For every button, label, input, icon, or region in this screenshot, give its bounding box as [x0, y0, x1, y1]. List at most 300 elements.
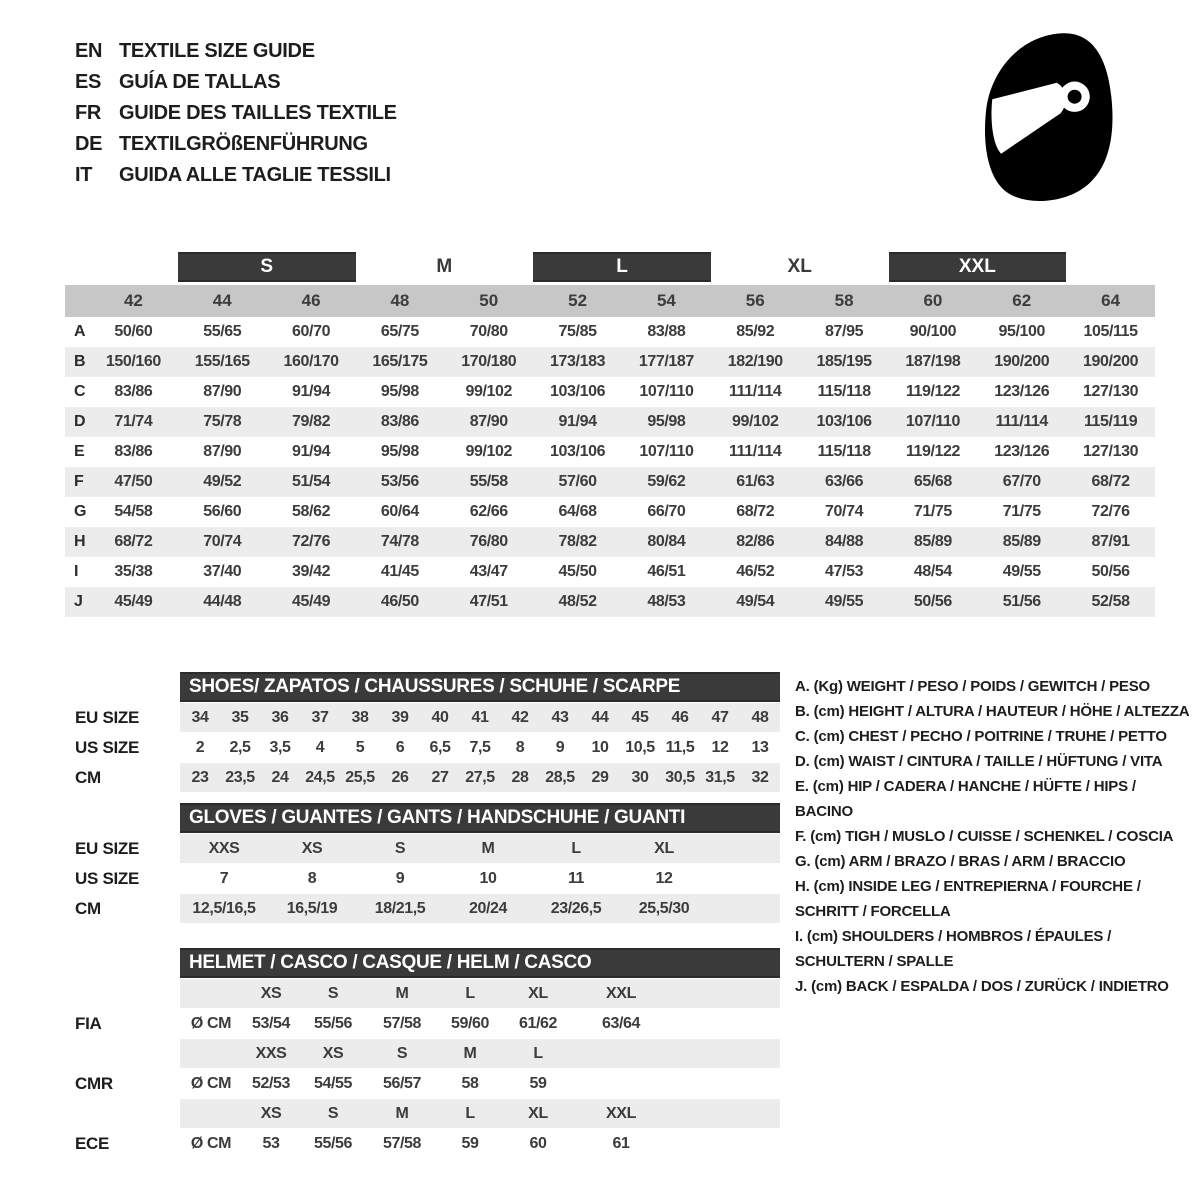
row-label-h: H	[74, 533, 86, 550]
measurement-value: 71/75	[913, 503, 952, 520]
measurement-value: 70/74	[203, 533, 242, 550]
measurement-value: 99/102	[465, 383, 513, 400]
language-row	[75, 36, 397, 67]
size-column-62: 62	[1012, 291, 1032, 310]
measurement-value: 61/63	[736, 473, 775, 490]
helmet-value: 53/54	[251, 1014, 291, 1032]
language-list	[75, 36, 397, 191]
legend-item-h: H. (cm) INSIDE LEG / ENTREPIERNA / FOURCHE / SCHRITT / FORCELLA	[795, 878, 1141, 920]
size-column-58: 58	[834, 291, 854, 310]
measurement-value: 68/72	[1091, 473, 1130, 490]
measurement-value: 173/183	[550, 353, 606, 370]
measurement-value: 95/98	[380, 443, 419, 460]
measurement-value: 91/94	[292, 443, 331, 460]
shoes-value: 41	[471, 708, 489, 726]
measurement-value: 111/114	[995, 413, 1048, 430]
size-group-l: L	[533, 252, 711, 282]
measurement-value: 119/122	[905, 383, 960, 400]
measurement-value: 123/126	[994, 383, 1050, 400]
measurement-value: 119/122	[905, 443, 960, 460]
measurement-value: 46/51	[647, 563, 686, 580]
measurement-value: 87/90	[203, 443, 242, 460]
measurement-value: 67/70	[1002, 473, 1041, 490]
measurement-value: 47/53	[825, 563, 864, 580]
helmet-size-label: M	[395, 984, 409, 1002]
gloves-value: 16,5/19	[286, 899, 338, 917]
measurement-value: 84/88	[825, 533, 864, 550]
measurement-value: 62/66	[469, 503, 508, 520]
measurement-value: 44/48	[203, 593, 242, 610]
helmet-standard-label: ECE	[75, 1133, 110, 1153]
helmet-size-label: XXL	[606, 984, 636, 1002]
size-column-54: 54	[656, 291, 676, 310]
helmet-standard-label: CMR	[75, 1073, 113, 1093]
measurement-value: 103/106	[816, 413, 872, 430]
size-column-50: 50	[479, 291, 499, 310]
language-code: EN	[75, 40, 103, 62]
helmet-value-row-cmr	[65, 1069, 780, 1098]
helmet-value: 53	[262, 1134, 280, 1152]
language-title: TEXTILGRÖßENFÜHRUNG	[119, 133, 368, 155]
shoes-value: 29	[591, 768, 609, 786]
gloves-rows	[65, 834, 780, 923]
gloves-row	[65, 864, 780, 893]
helmet-unit-label: Ø CM	[190, 1014, 232, 1032]
measurement-value: 50/56	[1091, 563, 1130, 580]
gloves-value: 25,5/30	[638, 899, 690, 917]
helmet-unit-label: Ø CM	[190, 1074, 232, 1092]
helmet-value: 52/53	[251, 1074, 291, 1092]
language-row	[75, 98, 397, 129]
helmet-size-label: XS	[322, 1044, 344, 1062]
shoes-value: 36	[271, 708, 289, 726]
helmet-size-label: M	[463, 1044, 477, 1062]
shoes-value: 28	[511, 768, 529, 786]
helmet-value-strip	[180, 1069, 780, 1098]
shoes-value: 28,5	[545, 768, 575, 786]
gloves-row	[65, 894, 780, 923]
helmet-size-label: XXL	[606, 1104, 636, 1122]
measurement-value: 48/53	[647, 593, 686, 610]
language-code: FR	[75, 102, 102, 124]
legend-item-j: J. (cm) BACK / ESPALDA / DOS / ZURÜCK / INDIETRO	[795, 978, 1169, 995]
size-group-m: M	[436, 256, 453, 277]
helmet-value: 59	[461, 1134, 479, 1152]
measurement-value: 87/91	[1091, 533, 1130, 550]
shoes-value: 5	[355, 738, 365, 756]
measurement-value: 60/64	[380, 503, 419, 520]
measurement-value: 57/60	[558, 473, 597, 490]
language-row	[75, 67, 397, 98]
size-column-56: 56	[745, 291, 765, 310]
gloves-row-strip	[180, 894, 780, 923]
gloves-value: 7	[219, 869, 229, 887]
helmet-value-row-ece	[65, 1129, 780, 1158]
measurement-value: 85/92	[736, 323, 775, 340]
measurement-value: 48/54	[913, 563, 952, 580]
language-row	[75, 129, 397, 160]
measurement-value: 41/45	[380, 563, 419, 580]
legend-item-c: C. (cm) CHEST / PECHO / POITRINE / TRUHE / PETTO	[795, 728, 1167, 745]
shoes-value: 27	[431, 768, 449, 786]
size-column-44: 44	[212, 291, 232, 310]
shoes-row-label: EU SIZE	[75, 707, 140, 727]
gloves-row-label: US SIZE	[75, 868, 140, 888]
gloves-value: XL	[654, 839, 674, 857]
helmet-size-label: S	[327, 1104, 339, 1122]
helmet-size-strip	[180, 1099, 780, 1128]
measurement-value: 72/76	[1091, 503, 1130, 520]
measurement-value: 115/118	[817, 443, 871, 460]
gloves-value: 9	[395, 869, 405, 887]
measurement-value: 39/42	[292, 563, 331, 580]
measurement-value: 70/80	[469, 323, 508, 340]
measurement-value: 63/66	[825, 473, 864, 490]
language-code: IT	[75, 164, 93, 186]
helmet-size-label: S	[396, 1044, 408, 1062]
measurement-row-g	[65, 497, 1155, 527]
legend-item-e: E. (cm) HIP / CADERA / HANCHE / HÜFTE / HIPS / BACINO	[795, 778, 1136, 820]
measurement-value: 95/98	[380, 383, 419, 400]
measurement-value: 49/52	[203, 473, 242, 490]
shoes-value: 7,5	[469, 738, 491, 756]
shoes-value: 39	[391, 708, 409, 726]
helmet-size-label: XL	[528, 1104, 548, 1122]
measurement-value: 155/165	[194, 353, 250, 370]
helmet-size-strip	[180, 1039, 780, 1068]
gloves-value: 10	[479, 869, 497, 887]
measurement-value: 150/160	[105, 353, 161, 370]
shoes-value: 26	[391, 768, 409, 786]
measurement-value: 127/130	[1083, 443, 1139, 460]
measurement-value: 99/102	[465, 443, 513, 460]
size-column-52: 52	[568, 291, 588, 310]
measurement-value: 185/195	[816, 353, 872, 370]
shoes-value: 30,5	[665, 768, 695, 786]
helmet-value: 61	[612, 1134, 630, 1152]
row-label-g: G	[74, 503, 87, 520]
helmet-value: 57/58	[382, 1134, 422, 1152]
size-group-s: S	[178, 252, 356, 282]
legend-item-g: G. (cm) ARM / BRAZO / BRAS / ARM / BRACCIO	[795, 853, 1126, 870]
legend-item-i: I. (cm) SHOULDERS / HOMBROS / ÉPAULES / SCHULTERN / SPALLE	[795, 928, 1112, 970]
measurement-value: 107/110	[639, 383, 694, 400]
helmet-rows	[65, 979, 780, 1158]
helmet-size-row-spacer	[65, 1039, 180, 1068]
size-column-42: 42	[123, 291, 143, 310]
helmet-size-row-fia	[65, 979, 780, 1008]
measurement-value: 79/82	[292, 413, 331, 430]
measurement-value: 49/55	[1002, 563, 1041, 580]
helmet-value: 55/56	[313, 1014, 353, 1032]
size-column-64: 64	[1101, 291, 1121, 310]
measurement-value: 99/102	[731, 413, 779, 430]
legend-item-d: D. (cm) WAIST / CINTURA / TAILLE / HÜFTUNG / VITA	[795, 753, 1163, 770]
measurement-value: 80/84	[647, 533, 686, 550]
measurement-row-h	[65, 527, 1155, 557]
measurement-value: 71/75	[1002, 503, 1041, 520]
measurement-value: 83/86	[114, 443, 153, 460]
measurement-value: 54/58	[114, 503, 153, 520]
row-label-f: F	[74, 473, 84, 490]
measurement-value: 58/62	[292, 503, 331, 520]
shoes-value: 45	[631, 708, 649, 726]
measurement-value: 46/52	[736, 563, 775, 580]
helmet-value-strip	[180, 1129, 780, 1158]
helmet-value: 57/58	[382, 1014, 422, 1032]
measurement-value: 107/110	[905, 413, 960, 430]
measurement-value: 56/60	[203, 503, 242, 520]
measurement-value: 75/85	[558, 323, 597, 340]
measurement-value: 82/86	[736, 533, 775, 550]
gloves-size-table	[65, 803, 780, 923]
gloves-row-label: EU SIZE	[75, 838, 140, 858]
shoes-value: 25,5	[345, 768, 375, 786]
shoes-value: 10,5	[625, 738, 655, 756]
helmet-size-row-cmr	[65, 1039, 780, 1068]
gloves-value: 20/24	[468, 899, 508, 917]
shoes-value: 31,5	[705, 768, 735, 786]
shoes-value: 3,5	[269, 738, 291, 756]
helmet-size-label: M	[395, 1104, 409, 1122]
size-group-spacer-right	[1066, 252, 1155, 282]
size-number-row	[65, 285, 1155, 317]
helmet-value: 59/60	[450, 1014, 490, 1032]
measurement-value: 45/49	[114, 593, 153, 610]
shoes-value: 12	[711, 738, 729, 756]
measurement-value: 78/82	[558, 533, 597, 550]
legend-item-f: F. (cm) TIGH / MUSLO / CUISSE / SCHENKEL / COSCIA	[795, 828, 1174, 845]
measurement-row-d	[65, 407, 1155, 437]
measurement-row-i	[65, 557, 1155, 587]
measurement-value: 87/90	[469, 413, 508, 430]
size-group-xl: XL	[787, 256, 812, 277]
gloves-value: XXS	[208, 839, 240, 857]
helmet-size-table	[65, 948, 780, 1158]
measurement-value: 95/98	[647, 413, 686, 430]
measurement-value: 46/50	[380, 593, 419, 610]
measurement-value: 91/94	[558, 413, 597, 430]
measurement-value: 76/80	[469, 533, 508, 550]
measurement-value: 85/89	[913, 533, 952, 550]
language-title: TEXTILE SIZE GUIDE	[119, 40, 315, 62]
helmet-size-strip	[180, 979, 780, 1008]
shoes-value: 23	[191, 768, 209, 786]
shoes-value: 46	[671, 708, 689, 726]
measurement-value: 85/89	[1002, 533, 1041, 550]
measurement-value: 72/76	[292, 533, 331, 550]
helmet-size-label: XS	[260, 1104, 282, 1122]
measurement-value: 170/180	[461, 353, 517, 370]
measurement-value: 87/90	[203, 383, 242, 400]
measurement-value: 83/88	[647, 323, 686, 340]
measurement-value: 105/115	[1083, 323, 1138, 340]
size-group-xxl: XXL	[889, 252, 1067, 282]
shoes-value: 44	[591, 708, 609, 726]
language-row	[75, 160, 397, 191]
size-group-spacer-left	[65, 252, 178, 282]
gloves-value: 12,5/16,5	[192, 899, 256, 917]
measurement-row-e	[65, 437, 1155, 467]
measurement-value: 35/38	[114, 563, 153, 580]
language-title: GUIDA ALLE TAGLIE TESSILI	[119, 164, 391, 186]
measurement-row-c	[65, 377, 1155, 407]
row-label-j: J	[74, 593, 83, 610]
helmet-value: 59	[529, 1074, 547, 1092]
shoes-value: 48	[751, 708, 769, 726]
language-title: GUÍA DE TALLAS	[119, 71, 281, 93]
measurement-value: 83/86	[380, 413, 419, 430]
legend-item-a: A. (Kg) WEIGHT / PESO / POIDS / GEWITCH / PESO	[795, 678, 1150, 695]
measurement-value: 55/65	[203, 323, 242, 340]
shoes-value: 6	[395, 738, 405, 756]
helmet-value: 60	[529, 1134, 547, 1152]
shoes-value: 4	[315, 738, 325, 756]
measurement-value: 59/62	[647, 473, 686, 490]
gloves-row-strip	[180, 864, 780, 893]
shoes-row-strip	[180, 733, 780, 762]
legend-item-b: B. (cm) HEIGHT / ALTURA / HAUTEUR / HÖHE / ALTEZZA	[795, 703, 1190, 720]
shoes-row-strip	[180, 703, 780, 732]
shoes-value: 32	[751, 768, 769, 786]
measurement-value: 127/130	[1083, 383, 1139, 400]
row-label-a: A	[74, 323, 86, 340]
measurement-value: 187/198	[905, 353, 961, 370]
row-label-e: E	[74, 443, 85, 460]
gloves-value: XS	[301, 839, 323, 857]
shoes-value: 38	[351, 708, 369, 726]
measurement-value: 52/58	[1091, 593, 1130, 610]
measurement-value: 65/75	[380, 323, 419, 340]
measurement-value: 91/94	[292, 383, 331, 400]
helmet-value-strip	[180, 1009, 780, 1038]
measurement-value: 182/190	[727, 353, 783, 370]
measurement-value: 111/114	[729, 443, 782, 460]
gloves-value: 23/26,5	[550, 899, 602, 917]
shoes-value: 2	[195, 738, 205, 756]
measurement-value: 47/51	[469, 593, 508, 610]
helmet-size-label: L	[465, 984, 475, 1002]
measurement-value: 115/118	[817, 383, 871, 400]
measurement-value: 51/54	[292, 473, 331, 490]
language-title: GUIDE DES TAILLES TEXTILE	[119, 102, 397, 124]
measurement-value: 68/72	[114, 533, 153, 550]
measurement-row-b	[65, 347, 1155, 377]
helmet-value: 56/57	[382, 1074, 422, 1092]
measurement-value: 70/74	[825, 503, 864, 520]
measurement-value: 75/78	[203, 413, 242, 430]
shoes-value: 6,5	[429, 738, 451, 756]
measurement-value: 107/110	[639, 443, 694, 460]
measurement-value: 83/86	[114, 383, 153, 400]
racing-helmet-icon	[972, 28, 1124, 206]
gloves-row-strip	[180, 834, 780, 863]
shoes-row	[65, 703, 780, 732]
measurement-value: 115/119	[1083, 413, 1138, 430]
shoes-value: 37	[311, 708, 329, 726]
helmet-standard-label: FIA	[75, 1013, 102, 1033]
measurement-value: 123/126	[994, 443, 1050, 460]
shoes-rows	[65, 703, 780, 792]
measurement-value: 65/68	[913, 473, 952, 490]
measurement-value: 165/175	[372, 353, 428, 370]
shoes-value: 13	[751, 738, 769, 756]
shoes-row-strip	[180, 763, 780, 792]
shoes-value: 24,5	[305, 768, 335, 786]
helmet-value: 55/56	[313, 1134, 353, 1152]
measurement-value: 87/95	[825, 323, 864, 340]
helmet-size-label: XXS	[255, 1044, 287, 1062]
helmet-size-label: S	[327, 984, 339, 1002]
helmet-size-row-ece	[65, 1099, 780, 1128]
shoes-row-label: CM	[75, 767, 101, 787]
measurement-value: 160/170	[283, 353, 339, 370]
measurement-value: 111/114	[729, 383, 782, 400]
measurement-value: 55/58	[469, 473, 508, 490]
gloves-value: 8	[307, 869, 317, 887]
helmet-value-row-fia	[65, 1009, 780, 1038]
size-group-row	[65, 252, 1155, 282]
measurement-value: 53/56	[380, 473, 419, 490]
size-column-48: 48	[390, 291, 410, 310]
measurement-value: 48/52	[558, 593, 597, 610]
row-label-i: I	[74, 563, 79, 580]
measurement-value: 71/74	[114, 413, 153, 430]
measurement-value: 66/70	[647, 503, 686, 520]
measurement-value: 49/54	[736, 593, 775, 610]
measurement-value: 49/55	[825, 593, 864, 610]
shoes-value: 47	[711, 708, 729, 726]
shoes-title-bar: SHOES/ ZAPATOS / CHAUSSURES / SCHUHE / SCARPE	[180, 672, 780, 702]
language-code: ES	[75, 71, 102, 93]
shoes-value: 2,5	[229, 738, 251, 756]
gloves-row	[65, 834, 780, 863]
measurement-value: 103/106	[550, 383, 606, 400]
helmet-title-bar: HELMET / CASCO / CASQUE / HELM / CASCO	[180, 948, 780, 978]
shoes-value: 8	[515, 738, 525, 756]
shoes-row	[65, 733, 780, 762]
measurement-value: 190/200	[1083, 353, 1139, 370]
measurement-value: 43/47	[469, 563, 508, 580]
gloves-row-label: CM	[75, 898, 101, 918]
helmet-value: 61/62	[518, 1014, 558, 1032]
shoes-value: 43	[551, 708, 569, 726]
helmet-value: 58	[461, 1074, 479, 1092]
helmet-size-row-spacer	[65, 979, 180, 1008]
shoes-size-table	[65, 672, 780, 792]
textile-size-table	[65, 252, 1155, 617]
shoes-value: 10	[591, 738, 609, 756]
measurement-value: 103/106	[550, 443, 606, 460]
shoes-value: 27,5	[465, 768, 495, 786]
helmet-size-label: XS	[260, 984, 282, 1002]
measurement-row-j	[65, 587, 1155, 617]
gloves-value: 11	[567, 869, 585, 887]
helmet-size-label: L	[465, 1104, 475, 1122]
measurement-value: 190/200	[994, 353, 1050, 370]
gloves-title-bar: GLOVES / GUANTES / GANTS / HANDSCHUHE / GUANTI	[180, 803, 780, 833]
size-number-spacer	[65, 285, 89, 317]
gloves-value: L	[571, 839, 581, 857]
shoes-value: 9	[555, 738, 565, 756]
shoes-value: 34	[191, 708, 209, 726]
measurement-value: 90/100	[909, 323, 957, 340]
helmet-value: 63/64	[601, 1014, 641, 1032]
gloves-value: M	[481, 839, 495, 857]
row-label-d: D	[74, 413, 86, 430]
row-label-b: B	[74, 353, 86, 370]
gloves-value: 12	[655, 869, 673, 887]
